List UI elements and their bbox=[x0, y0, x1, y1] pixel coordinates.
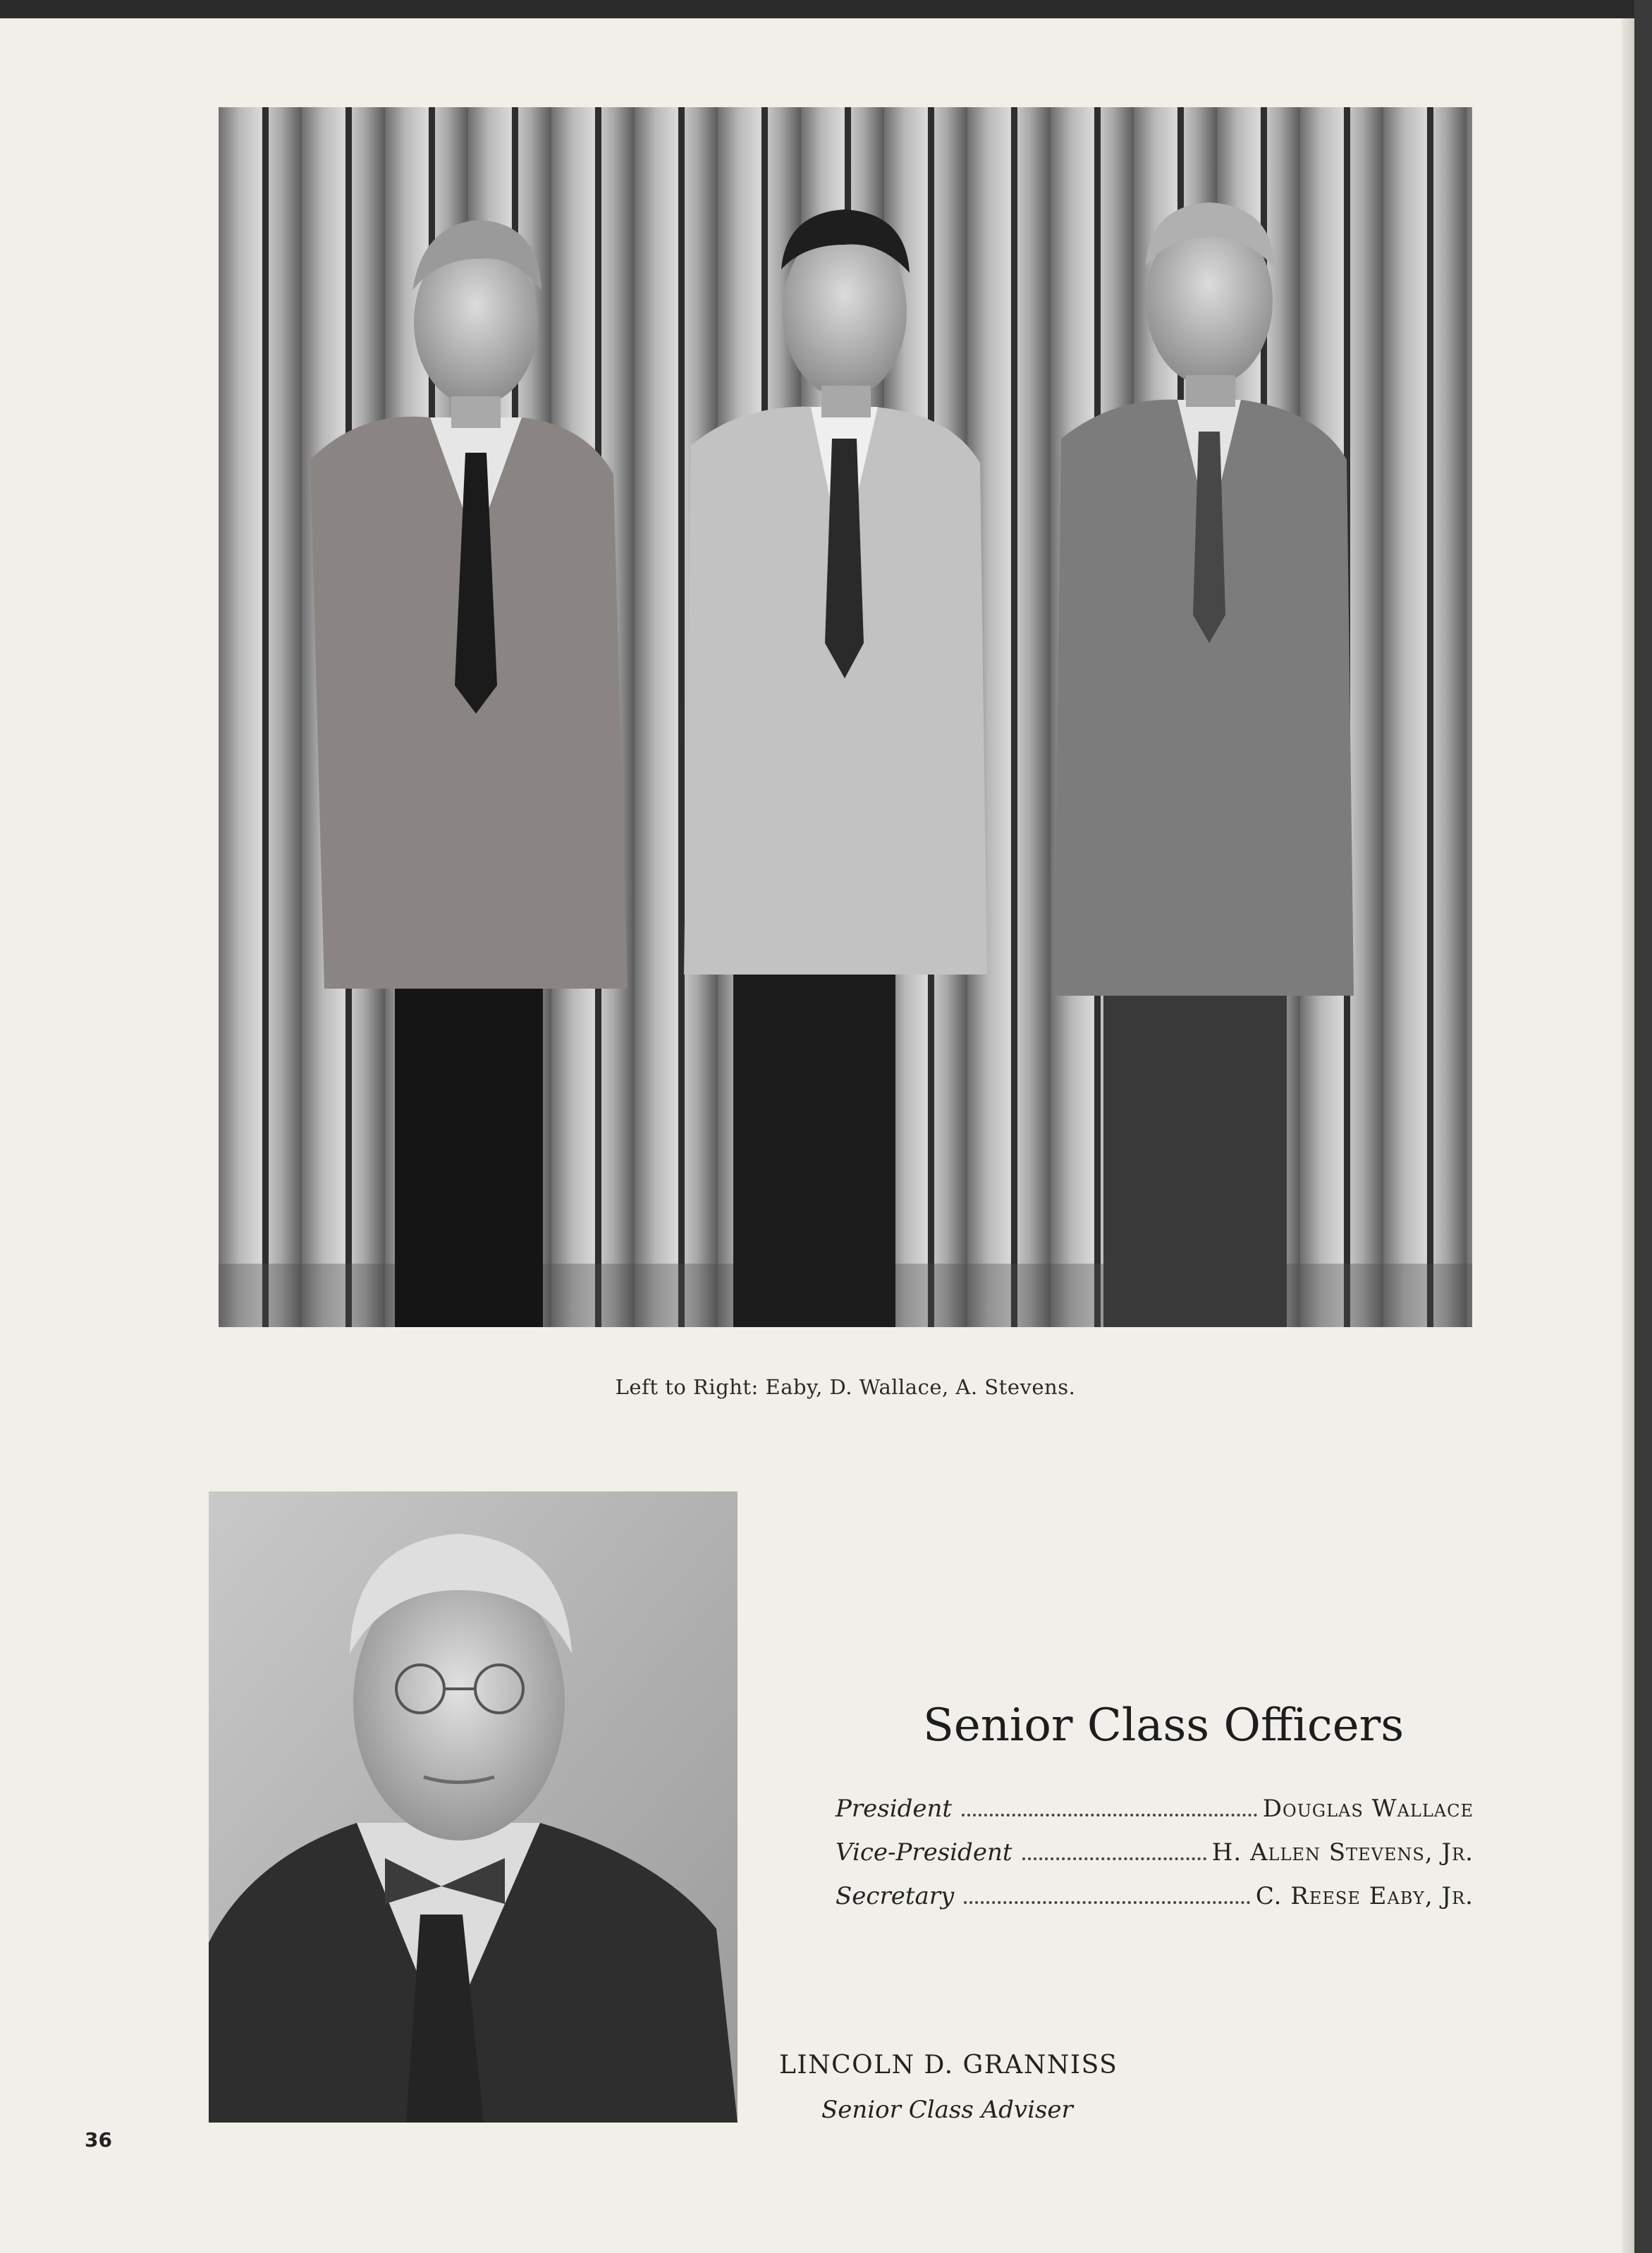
group-photo-caption: Left to Right: Eaby, D. Wallace, A. Stevens. bbox=[615, 1375, 1076, 1399]
officer-row-vice-president bbox=[836, 1838, 1474, 1882]
section-title: Senior Class Officers bbox=[922, 1699, 1405, 1752]
leader-dots bbox=[1022, 1857, 1206, 1860]
leader-dots bbox=[964, 1901, 1250, 1904]
scan-border-right bbox=[1634, 0, 1652, 2253]
officer-name: C. Reese Eaby, Jr. bbox=[1255, 1882, 1474, 1910]
officer-role: Secretary bbox=[836, 1882, 955, 1910]
officer-row-president bbox=[836, 1795, 1474, 1838]
adviser-name: LINCOLN D. GRANNISS bbox=[779, 2051, 1118, 2080]
adviser-title: Senior Class Adviser bbox=[821, 2096, 1073, 2124]
officer-role: Vice-President bbox=[836, 1838, 1012, 1867]
officer-name: Douglas Wallace bbox=[1262, 1795, 1474, 1823]
scan-border-top bbox=[0, 0, 1652, 18]
group-photo bbox=[219, 107, 1472, 1327]
officer-row-secretary bbox=[836, 1882, 1474, 1926]
officers-list bbox=[836, 1795, 1474, 1926]
page-edge bbox=[1622, 18, 1634, 2253]
leader-dots bbox=[962, 1814, 1257, 1817]
page-number: 36 bbox=[85, 2128, 112, 2151]
adviser-portrait bbox=[209, 1491, 738, 2123]
officer-role: President bbox=[836, 1795, 953, 1823]
officer-name: H. Allen Stevens, Jr. bbox=[1211, 1838, 1474, 1867]
